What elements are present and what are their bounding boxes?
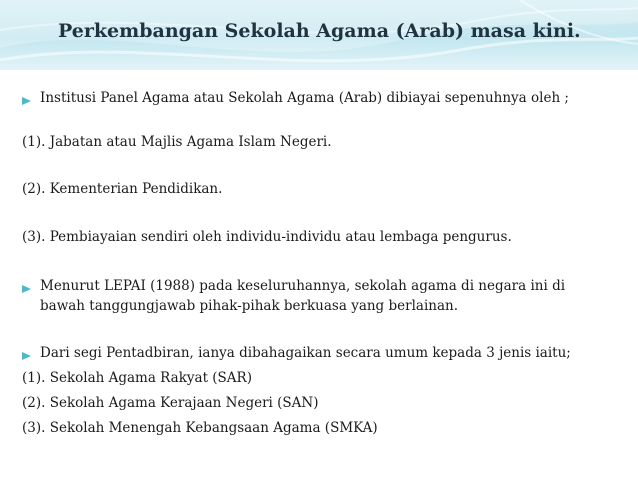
list-item-smka: (3). Sekolah Menengah Kebangsaan Agama (SMKA) [22, 420, 378, 436]
bullet-icon [22, 285, 31, 293]
list-item-sar: (1). Sekolah Agama Rakyat (SAR) [22, 370, 252, 386]
list-item-kementerian: (2). Kementerian Pendidikan. [22, 181, 223, 197]
list-item-san: (2). Sekolah Agama Kerajaan Negeri (SAN) [22, 395, 319, 411]
bullet-lepai-line1: Menurut LEPAI (1988) pada keseluruhannya, sekolah agama di negara ini di [40, 278, 566, 294]
list-item-jabatan: (1). Jabatan atau Majlis Agama Islam Negeri. [22, 134, 332, 150]
bullet-institusi: Institusi Panel Agama atau Sekolah Agama (Arab) dibiayai sepenuhnya oleh ; [40, 90, 569, 106]
bullet-lepai-line2: bawah tanggungjawab pihak-pihak berkuasa yang berlainan. [40, 298, 458, 314]
list-item-pembiayaian: (3). Pembiayaian sendiri oleh individu-individu atau lembaga pengurus. [22, 229, 512, 245]
bullet-pentadbiran: Dari segi Pentadbiran, ianya dibahagaikan secara umum kepada 3 jenis iaitu; [40, 345, 571, 361]
bullet-icon [22, 97, 31, 105]
slide-title: Perkembangan Sekolah Agama (Arab) masa kini. [58, 20, 581, 42]
title-banner [0, 0, 638, 70]
bullet-icon [22, 352, 31, 360]
